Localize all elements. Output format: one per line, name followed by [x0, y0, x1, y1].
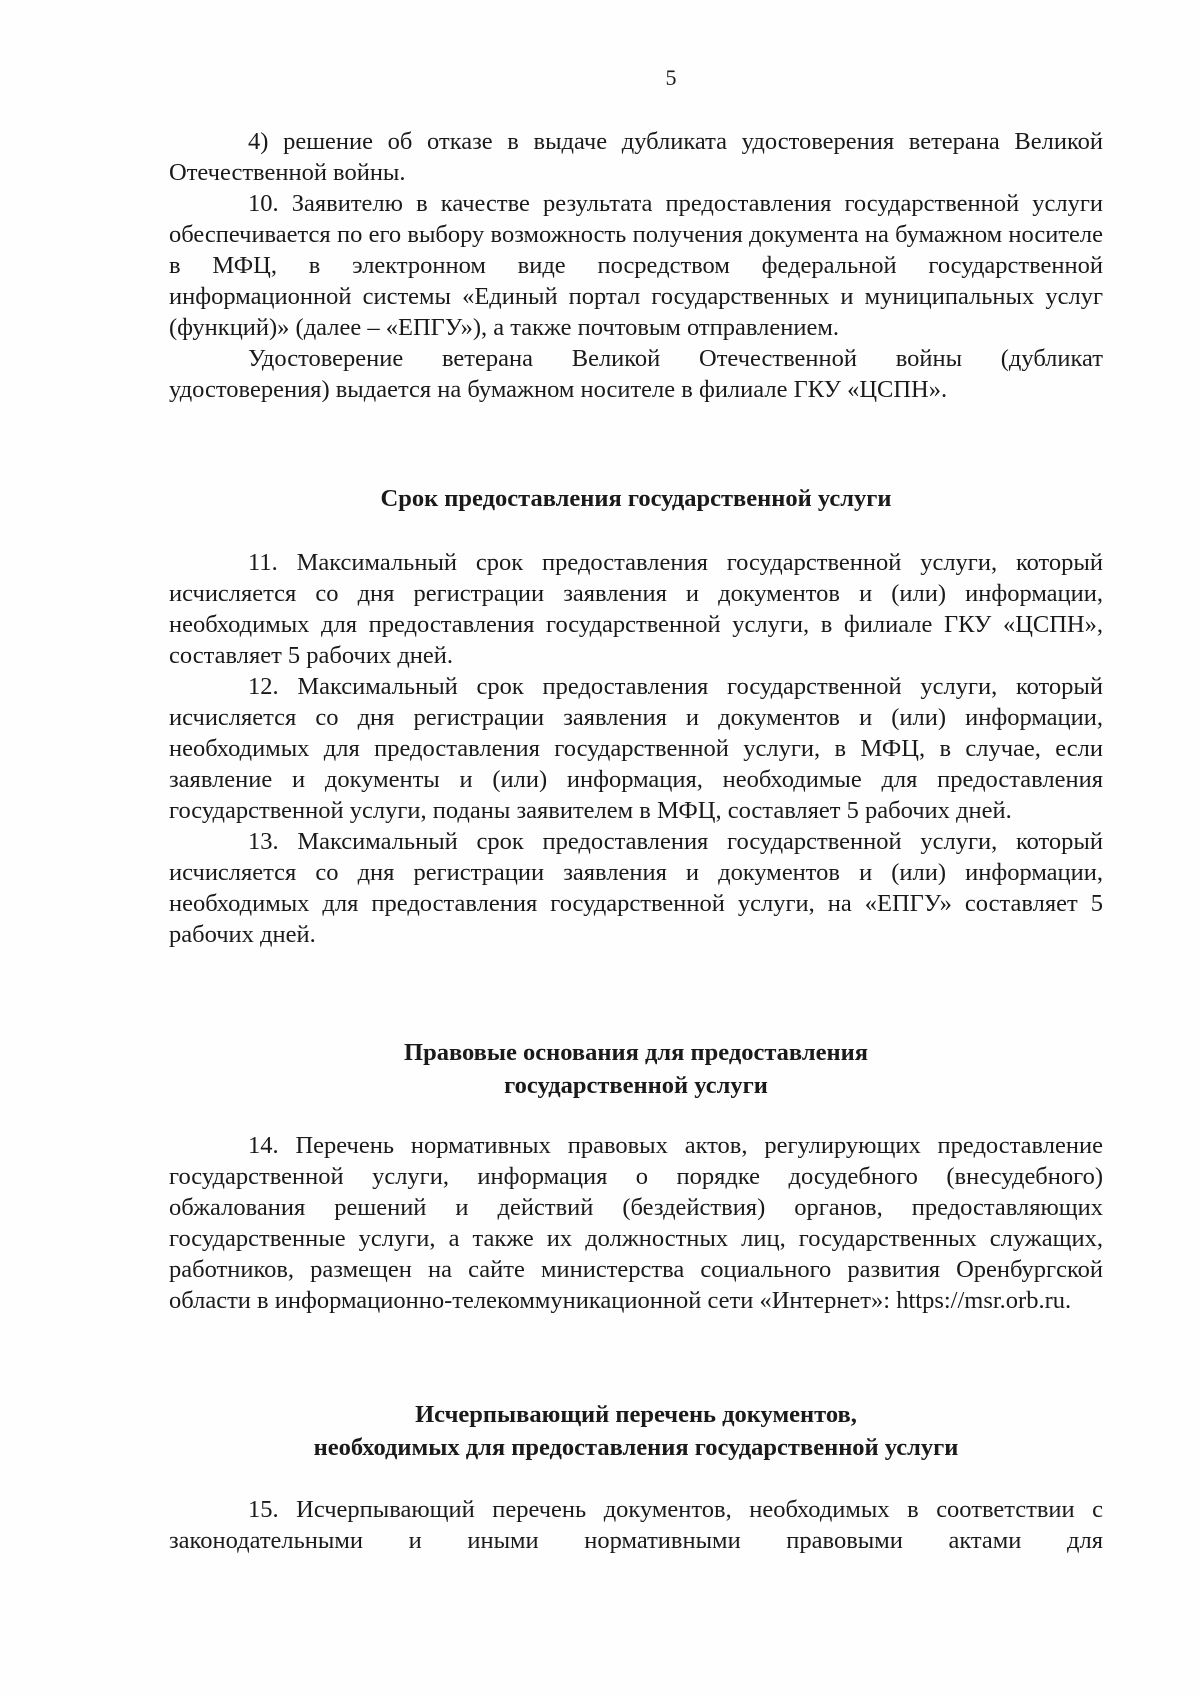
heading-line: Срок предоставления государственной услуги [380, 485, 892, 512]
heading-line: необходимых для предоставления государственной услуги [313, 1434, 959, 1461]
paragraph-certificate-issue: Удостоверение ветерана Великой Отечественной войны (дубликат удостоверения) выдается на бумажном носителе в филиале ГКУ «ЦСПН». [169, 345, 1103, 403]
paragraph-item-4: 4) решение об отказе в выдаче дубликата удостоверения ветерана Великой Отечественной войны. [169, 128, 1103, 186]
paragraph-15: 15. Исчерпывающий перечень документов, необходимых в соответствии с законодательными и иными нормативными правовыми актами для [169, 1496, 1103, 1554]
paragraph-12: 12. Максимальный срок предоставления государственной услуги, который исчисляется со дня регистрации заявления и документов и (или) информации, необходимых для предоставления государственной услуги, в МФЦ, в случае, если заявление и документы и (или) информация, необходимые для предоставления государственной услуги, поданы заявителем в МФЦ, составляет 5 рабочих дней. [169, 673, 1103, 824]
section-heading-term [169, 482, 1103, 515]
paragraph-10: 10. Заявителю в качестве результата предоставления государственной услуги обеспечивается по его выбору возможность получения документа на бумажном носителе в МФЦ, в электронном виде посредством федеральной государственной информационной системы «Единый портал государственных и муниципальных услуг (функций)» (далее – «ЕПГУ»), а также почтовым отправлением. [169, 190, 1103, 341]
text-block-2 [169, 547, 1103, 950]
paragraph-13: 13. Максимальный срок предоставления государственной услуги, который исчисляется со дня регистрации заявления и документов и (или) информации, необходимых для предоставления государственной услуги, на «ЕПГУ» составляет 5 рабочих дней. [169, 828, 1103, 948]
page-number: 5 [665, 65, 677, 90]
paragraph-14: 14. Перечень нормативных правовых актов, регулирующих предоставление государственной услуги, информация о порядке досудебного (внесудебного) обжалования решений и действий (бездействия) органов, предоставляющих государственные услуги, а также их должностных лиц, государственных служащих, работников, размещен на сайте министерства социального развития Оренбургской области в информационно-телекоммуникационной сети «Интернет»: https://msr.orb.ru. [169, 1132, 1103, 1314]
text-block-1 [169, 126, 1103, 405]
heading-line: Исчерпывающий перечень документов, [415, 1401, 857, 1428]
heading-line: государственной услуги [504, 1072, 768, 1099]
section-heading-documents-list [169, 1398, 1103, 1464]
paragraph-11: 11. Максимальный срок предоставления государственной услуги, который исчисляется со дня регистрации заявления и документов и (или) информации, необходимых для предоставления государственной услуги, в филиале ГКУ «ЦСПН», составляет 5 рабочих дней. [169, 549, 1103, 669]
heading-line: Правовые основания для предоставления [404, 1039, 868, 1066]
section-heading-legal-basis [169, 1036, 1103, 1102]
text-block-4 [169, 1494, 1103, 1556]
text-block-3 [169, 1130, 1103, 1316]
